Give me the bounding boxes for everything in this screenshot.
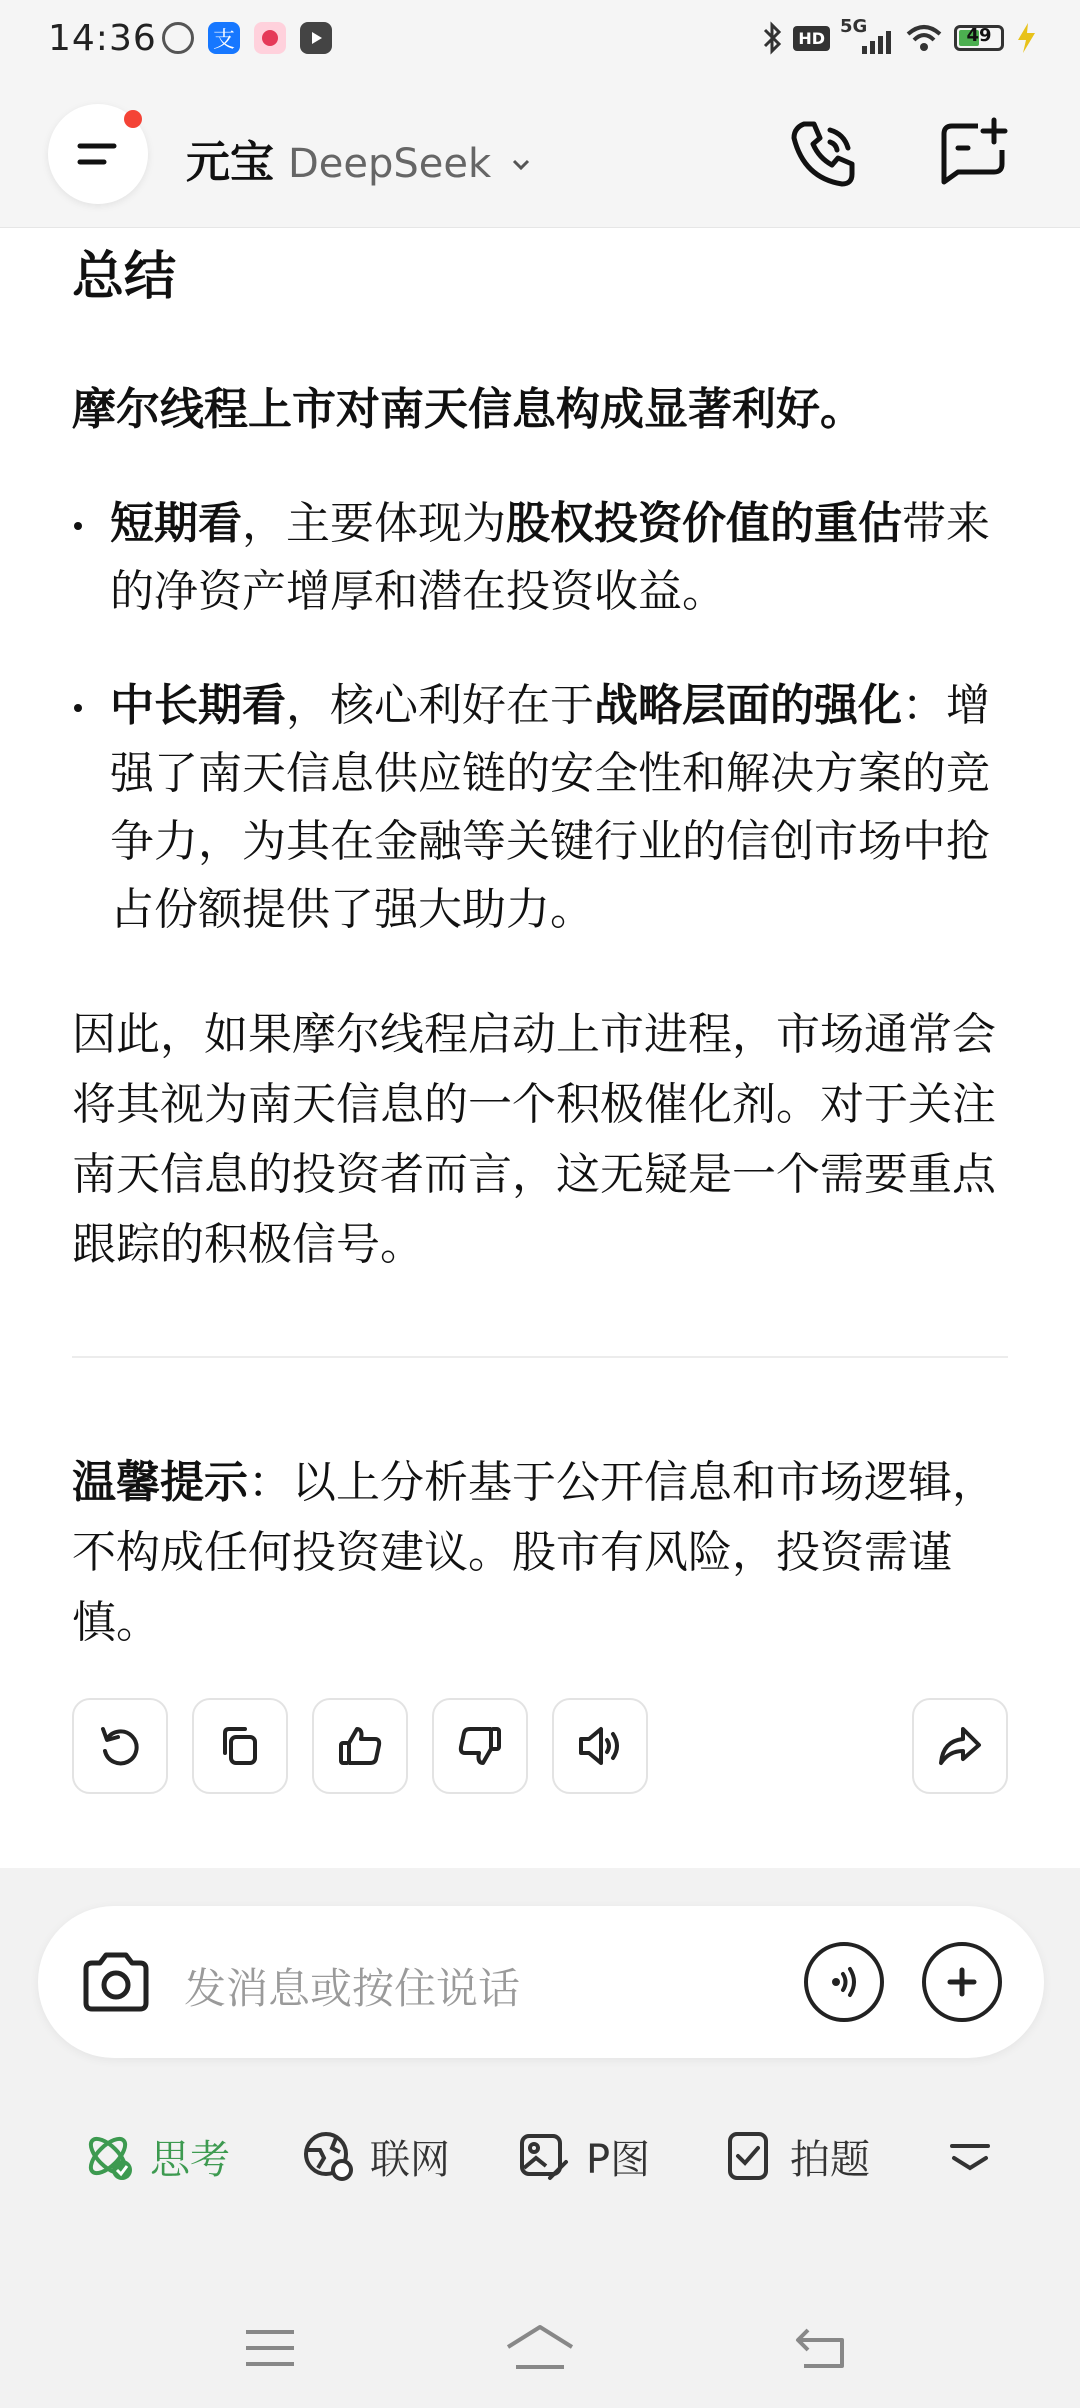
divider (72, 1356, 1008, 1358)
hd-icon: HD (793, 26, 830, 51)
menu-icon (74, 136, 122, 172)
bullet-lead: 短期看 (110, 498, 242, 549)
summary-heading: 总结 (72, 247, 177, 307)
attach-button[interactable] (922, 1942, 1002, 2022)
list-item (72, 490, 1012, 626)
phone-call-icon (786, 116, 862, 192)
globe-icon (300, 2128, 356, 2184)
app-name: 元宝 (186, 137, 274, 188)
video-app-icon (300, 22, 332, 54)
model-name: DeepSeek (288, 141, 492, 187)
voice-input-button[interactable] (804, 1942, 884, 2022)
disclaimer-paragraph (72, 1448, 1012, 1658)
signal-icon (840, 16, 894, 56)
home-button[interactable] (500, 2308, 580, 2388)
voice-call-button[interactable] (784, 114, 864, 194)
notification-icons (162, 22, 332, 54)
share-button[interactable] (912, 1698, 1008, 1794)
like-button[interactable] (312, 1698, 408, 1794)
web-search-toggle[interactable] (300, 2116, 450, 2196)
alipay-icon: 支 (208, 22, 240, 54)
pimage-label: P图 (586, 2136, 651, 2183)
wifi-icon (904, 22, 944, 54)
chevron-down-icon (509, 153, 533, 177)
unread-dot (124, 110, 142, 128)
list-item (72, 672, 1012, 944)
bluetooth-icon (761, 20, 783, 56)
web-label: 联网 (370, 2136, 450, 2183)
thumbs-up-icon (335, 1721, 385, 1771)
read-aloud-button[interactable] (552, 1698, 648, 1794)
regenerate-icon (95, 1721, 145, 1771)
menu-button[interactable] (48, 104, 148, 204)
image-edit-icon (516, 2128, 572, 2184)
tip-text: ：以上分析基于公开信息和市场逻辑，不构成任何投资建议。股市有风险，投资需谨慎。 (72, 1457, 996, 1648)
bullet-text: 带来的净资产增厚和潜在投资收益。 (110, 498, 990, 617)
photo-question-label: 拍题 (790, 2136, 870, 2183)
regenerate-button[interactable] (72, 1698, 168, 1794)
battery-percent: 49 (966, 25, 992, 46)
more-tools-button[interactable] (942, 2116, 998, 2196)
bullet-text: ：增强了南天信息供应链的安全性和解决方案的竞争力，为其在金融等关键行业的信创市场中抢占份额提供了强大助力。 (110, 680, 990, 935)
bullet-emphasis: 战略层面的强化 (594, 680, 902, 731)
camera-button[interactable] (76, 1942, 156, 2022)
recent-apps-icon (242, 2326, 298, 2370)
checklist-icon (720, 2128, 776, 2184)
think-label: 思考 (150, 2136, 230, 2183)
feature-toolbar (80, 2116, 1020, 2196)
message-actions (72, 1698, 1008, 1794)
message-input-bar[interactable] (38, 1906, 1044, 2058)
think-icon (80, 2128, 136, 2184)
camera-icon (78, 1947, 154, 2017)
app-header (0, 86, 1080, 228)
app-notification-icon (162, 22, 194, 54)
battery-icon (954, 25, 1004, 51)
home-icon (504, 2323, 576, 2373)
model-selector[interactable] (186, 126, 533, 190)
headline-text: 摩尔线程上市对南天信息构成显著利好。 (72, 384, 864, 435)
bullet-text: ，核心利好在于 (286, 680, 594, 731)
network-type: 5G (840, 16, 868, 37)
new-chat-button[interactable] (934, 114, 1014, 194)
collapse-icon (942, 2128, 998, 2184)
tip-label: 温馨提示 (72, 1457, 248, 1508)
think-toggle[interactable] (80, 2116, 230, 2196)
recent-apps-button[interactable] (230, 2308, 310, 2388)
conclusion-paragraph: 因此，如果摩尔线程启动上市进程，市场通常会将其视为南天信息的一个积极催化剂。对于关注南天信息的投资者而言，这无疑是一个需要重点跟踪的积极信号。 (72, 1009, 996, 1270)
system-status-icons (761, 16, 1038, 56)
image-edit-button[interactable] (516, 2116, 650, 2196)
message-input-placeholder[interactable]: 发消息或按住说话 (184, 1964, 521, 2013)
charging-icon (1014, 21, 1038, 55)
dislike-button[interactable] (432, 1698, 528, 1794)
system-nav-bar (0, 2290, 1080, 2408)
photo-question-button[interactable] (720, 2116, 870, 2196)
back-button[interactable] (782, 2308, 862, 2388)
share-icon (935, 1721, 985, 1771)
voice-wave-icon (822, 1960, 866, 2004)
bullet-emphasis: 股权投资价值的重估 (506, 498, 902, 549)
new-chat-icon (936, 116, 1012, 192)
speaker-icon (575, 1721, 625, 1771)
app-notification-icon (254, 22, 286, 54)
plus-icon (942, 1962, 982, 2002)
status-bar (0, 0, 1080, 86)
copy-icon (215, 1721, 265, 1771)
thumbs-down-icon (455, 1721, 505, 1771)
bullet-text: ，主要体现为 (242, 498, 506, 549)
copy-button[interactable] (192, 1698, 288, 1794)
bullet-lead: 中长期看 (110, 680, 286, 731)
back-icon (794, 2324, 850, 2372)
status-time: 14:36 (48, 18, 157, 59)
